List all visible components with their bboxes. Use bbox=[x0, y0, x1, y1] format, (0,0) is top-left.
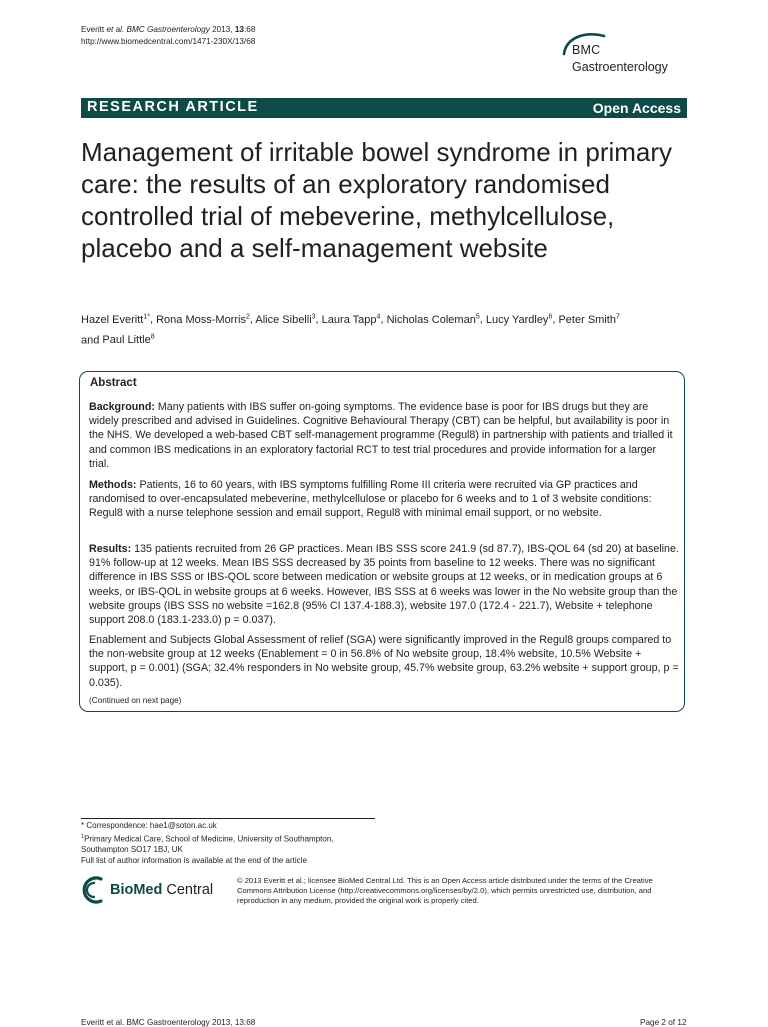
correspondence-email[interactable]: * Correspondence: hae1@soton.ac.uk bbox=[81, 821, 217, 830]
journal-logo-name: Gastroenterology bbox=[572, 60, 668, 74]
article-title: Management of irritable bowel syndrome in primary care: the results of an exploratory randomised controlled trial of mebeverine, methylcellulose, placebo and a self-management website bbox=[81, 137, 673, 263]
citation-volume: 13 bbox=[234, 25, 244, 34]
article-type: RESEARCH ARTICLE bbox=[87, 99, 259, 115]
next-page-header: Everitt et al. BMC Gastroenterology 2013, 13:68 bbox=[81, 1018, 256, 1027]
citation-page: :68 bbox=[243, 25, 256, 34]
results-text: 135 patients recruited from 26 GP practices. Mean IBS SSS score 241.9 (sd 87.7), IBS-QOL 64 (sd 20) at baseline. 91% follow-up at 12 weeks. Mean IBS SSS decreased by 35 points from baseline to 12 weeks. There was no significant difference in IBS SSS or IBS-QOL score between medication or website groups at 12 weeks, or in medication groups at 6 weeks, or IBS-QOL in website groups at 6 weeks. However, IBS SSS at 6 weeks was lower in the No website group than the website groups (IBS SSS no website =162.8 (95% CI 137.4-188.3), website 197.0 (172.4 - 221.7), Website + telephone support 208.0 (183.1-233.0) p = 0.037). bbox=[89, 543, 679, 627]
affiliation: $^1$Primary Medical Care, School of Medicine, University of Southampton, bbox=[81, 833, 334, 844]
author[interactable]: Laura Tapp$^4$ bbox=[321, 313, 381, 326]
author[interactable]: Alice Sibelli$^3$ bbox=[255, 313, 316, 326]
author[interactable]: Peter Smith$^7$ bbox=[558, 313, 620, 326]
next-page-number: Page 2 of 12 bbox=[640, 1018, 687, 1027]
license-text: © 2013 Everitt et al.; licensee BioMed Central Ltd. This is an Open Access article distributed under the terms of the Creative Commons Attribution License (http://creativecommons.org/licenses/by/2.0), which permits unrestricted use, distribution, and reproduction in any medium, provided the original work is properly cited. bbox=[237, 876, 653, 905]
abstract-heading: Abstract bbox=[90, 377, 137, 389]
biomed-central-name: BioMed Central bbox=[110, 882, 214, 898]
journal-logo-bmc: BMC bbox=[572, 43, 601, 57]
author[interactable]: Nicholas Coleman$^5$ bbox=[386, 313, 480, 326]
citation-line bbox=[81, 24, 255, 36]
biomed-central-ring-icon bbox=[81, 875, 109, 905]
journal-citation bbox=[81, 24, 255, 48]
author[interactable]: Hazel Everitt$^{1*}$ bbox=[81, 313, 150, 326]
article-url[interactable]: http://www.biomedcentral.com/1471-230X/13/68 bbox=[81, 37, 256, 46]
author-info-note: Full list of author information is available at the end of the article bbox=[81, 856, 307, 866]
results-label: Results: bbox=[89, 543, 132, 555]
article-type-bar bbox=[81, 98, 687, 118]
biomed-central-logo bbox=[81, 874, 231, 908]
methods-label: Methods: bbox=[89, 479, 137, 491]
footnote-divider bbox=[81, 818, 375, 819]
abstract-background bbox=[89, 400, 679, 471]
abstract-results-continued: Enablement and Subjects Global Assessment of relief (SGA) were significantly improved in the Regul8 groups compared to the non-website group at 12 weeks (Enablement = 0 in 56.8% of No website group, 18.4% website, 10.5% Website + support, p = 0.001) (SGA; 32.4% responders in No website group, 45.7% website group, 63.2% website + support group, p = 0.035). bbox=[89, 634, 679, 689]
citation-journal: et al. BMC Gastroenterology bbox=[106, 25, 210, 34]
affiliation-address: Southampton SO17 1BJ, UK bbox=[81, 845, 183, 855]
author[interactable]: Lucy Yardley$^6$ bbox=[485, 313, 553, 326]
citation-authors: Everitt bbox=[81, 25, 105, 34]
author[interactable]: Rona Moss-Morris$^2$ bbox=[156, 313, 250, 326]
journal-logo bbox=[558, 28, 698, 78]
open-access-label: Open Access bbox=[592, 100, 681, 116]
abstract-results bbox=[89, 542, 679, 627]
background-text: Many patients with IBS suffer on-going symptoms. The evidence base is poor for IBS drugs but they are widely prescribed and advised in Guidelines. Cognitive Behavioural Therapy (CBT) can be helpful, but availability is poor in the NHS. We developed a web-based CBT self-management programme (Regul8) in partnership with patients and trialled it and common IBS medications in an exploratory factorial RCT to test trial procedures and provide information for a larger trial. bbox=[89, 401, 673, 470]
citation-year: 2013, bbox=[212, 25, 233, 34]
author[interactable]: Paul Little$^8$ bbox=[102, 333, 155, 347]
abstract-methods bbox=[89, 478, 679, 521]
footnotes bbox=[81, 821, 334, 867]
author-list: Hazel Everitt$^{1*}$, Rona Moss-Morris$^2$, Alice Sibelli$^3$, Laura Tapp$^4$, Nicholas Coleman$^5$, Lucy Yardley$^6$, Peter Smith$^7$ and Paul Little$^8$ bbox=[81, 313, 620, 347]
authors-and: and bbox=[81, 334, 100, 347]
methods-text: Patients, 16 to 60 years, with IBS symptoms fulfilling Rome III criteria were recruited via GP practices and randomised to over-encapsulated mebeverine, methylcellulose or placebo for 6 weeks and to 1 of 3 website conditions: Regul8 with a nurse telephone session and email support, Regul8 with minimal email support, or no website. bbox=[89, 479, 652, 520]
background-label: Background: bbox=[89, 401, 155, 413]
continued-note: (Continued on next page) bbox=[89, 696, 182, 705]
